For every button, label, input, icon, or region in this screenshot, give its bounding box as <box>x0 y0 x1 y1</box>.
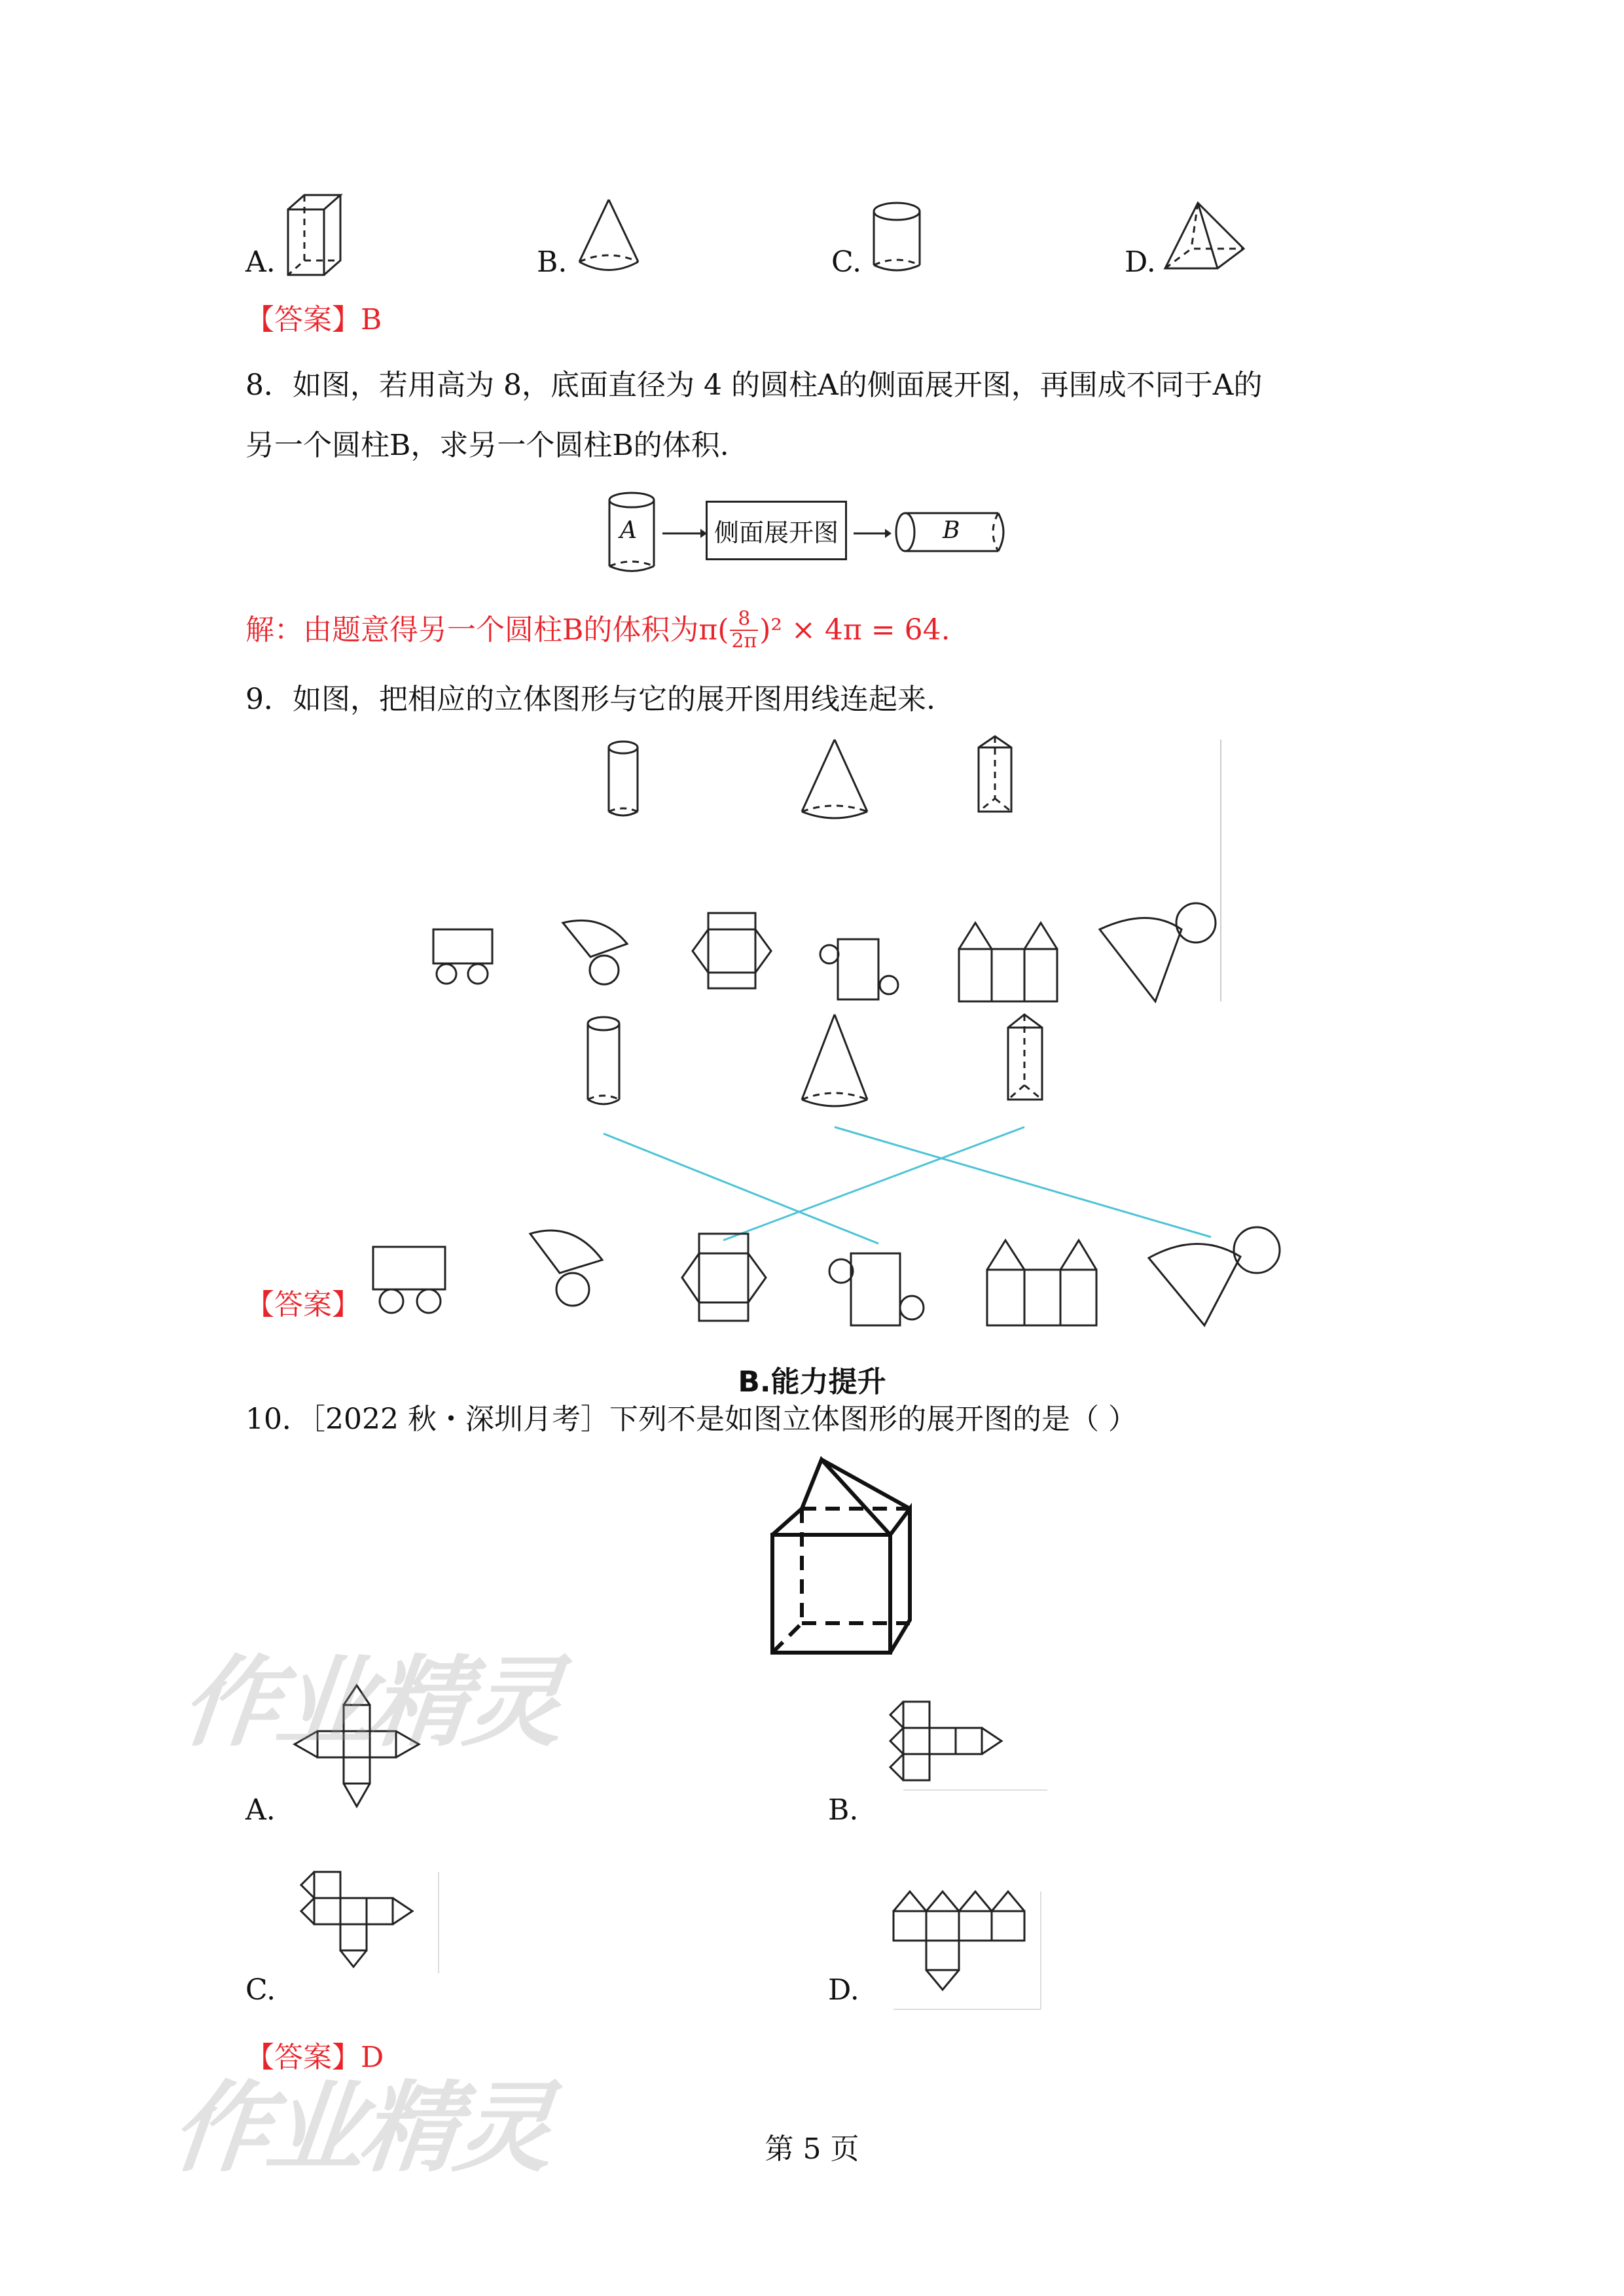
q9-a-prism <box>1008 1014 1042 1100</box>
q7-option-d-label: D. <box>1125 245 1156 279</box>
q8-cylinder-a-label: A <box>620 517 637 544</box>
q9-connector-cylinder <box>604 1134 878 1244</box>
q9-a-net-sector-circle <box>530 1230 602 1306</box>
q9-q-net-rect-circles <box>820 939 898 999</box>
q10-option-c-label: C. <box>245 1973 276 2007</box>
q9-a-net-big-sector-circle <box>1149 1227 1280 1325</box>
q7-option-c-figure <box>871 200 923 278</box>
q9-text: 9．如图，把相应的立体图形与它的展开图用线连起来. <box>245 683 935 716</box>
q10-option-a-label: A. <box>245 1793 276 1827</box>
q9-q-net-big-sector-circle <box>1100 903 1216 1001</box>
q7-option-c-label: C. <box>831 245 862 279</box>
q9-a-net-rect-two-circles <box>373 1247 445 1313</box>
q9-q-net-sector-circle <box>563 920 627 984</box>
q9-a-cone <box>802 1014 867 1106</box>
q9-q-net-rect-two-circles <box>433 929 492 984</box>
q10-answer-value: D <box>361 2041 384 2074</box>
q9-q-cone <box>802 740 867 818</box>
q10-option-b-label: B. <box>828 1793 859 1827</box>
q7-option-a-figure <box>285 193 344 278</box>
q9-a-net-three-rect-triangles <box>987 1240 1096 1325</box>
q9-q-net-prism <box>693 913 771 988</box>
page-number: 第 5 页 <box>765 2132 859 2166</box>
q7-answer-value: B <box>361 303 382 336</box>
q9-a-net-prism <box>682 1234 766 1321</box>
section-title: B.能力提升 <box>738 1365 886 1399</box>
q9-question-figure <box>419 733 1231 1008</box>
watermark-2: 作业精灵 <box>166 2072 556 2185</box>
q9-a-net-rect-circles <box>829 1253 924 1325</box>
q8-arrow-2 <box>852 527 898 540</box>
q8-solution <box>245 609 950 651</box>
q9-answer-label: 【答案】 <box>245 1288 361 1321</box>
q10-answer-label: 【答案】 <box>245 2041 361 2074</box>
q8-solution-prefix: 解：由题意得另一个圆柱B的体积为π( <box>245 613 729 647</box>
q7-option-a-label: A. <box>245 245 276 279</box>
q10-solid-figure <box>769 1456 920 1653</box>
q9-a-cylinder <box>588 1017 619 1104</box>
q10-option-d-net <box>890 1885 1054 2016</box>
q8-text-line1: 8．如图，若用高为 8，底面直径为 4 的圆柱A的侧面展开图，再围成不同于A的 <box>245 368 1263 402</box>
q8-solution-fraction <box>730 609 758 651</box>
q10-option-d-label: D. <box>828 1973 859 2007</box>
q7-option-b-label: B. <box>537 245 568 279</box>
q7-answer <box>245 301 382 338</box>
q8-frac-den: 2π <box>731 629 757 653</box>
q9-connector-cone <box>835 1127 1211 1237</box>
q8-net-box: 侧面展开图 <box>706 501 847 560</box>
q9-connector-prism <box>723 1127 1024 1240</box>
q10-option-c-net <box>301 1869 452 2000</box>
q7-option-d-figure <box>1162 200 1247 272</box>
q9-q-prism <box>979 736 1011 812</box>
q8-frac-num: 8 <box>738 607 751 630</box>
watermark-1: 作业精灵 <box>176 1646 566 1760</box>
q7-answer-label: 【答案】 <box>245 303 361 336</box>
q8-cylinder-b-label: B <box>943 517 960 544</box>
q10-text: 10．［2022 秋・深圳月考］下列不是如图立体图形的展开图的是（ ） <box>245 1403 1137 1436</box>
q8-text-line2: 另一个圆柱B，求另一个圆柱B的体积. <box>245 429 729 462</box>
q8-arrow-1 <box>661 527 707 540</box>
q9-q-net-three-rect-triangles <box>959 923 1057 1001</box>
q8-solution-suffix: )² × 4π = 64. <box>759 613 950 647</box>
q9-answer-figure <box>347 1008 1329 1329</box>
q10-option-b-net <box>890 1698 1054 1810</box>
q7-option-b-figure <box>576 196 641 275</box>
q9-q-cylinder <box>609 742 638 816</box>
